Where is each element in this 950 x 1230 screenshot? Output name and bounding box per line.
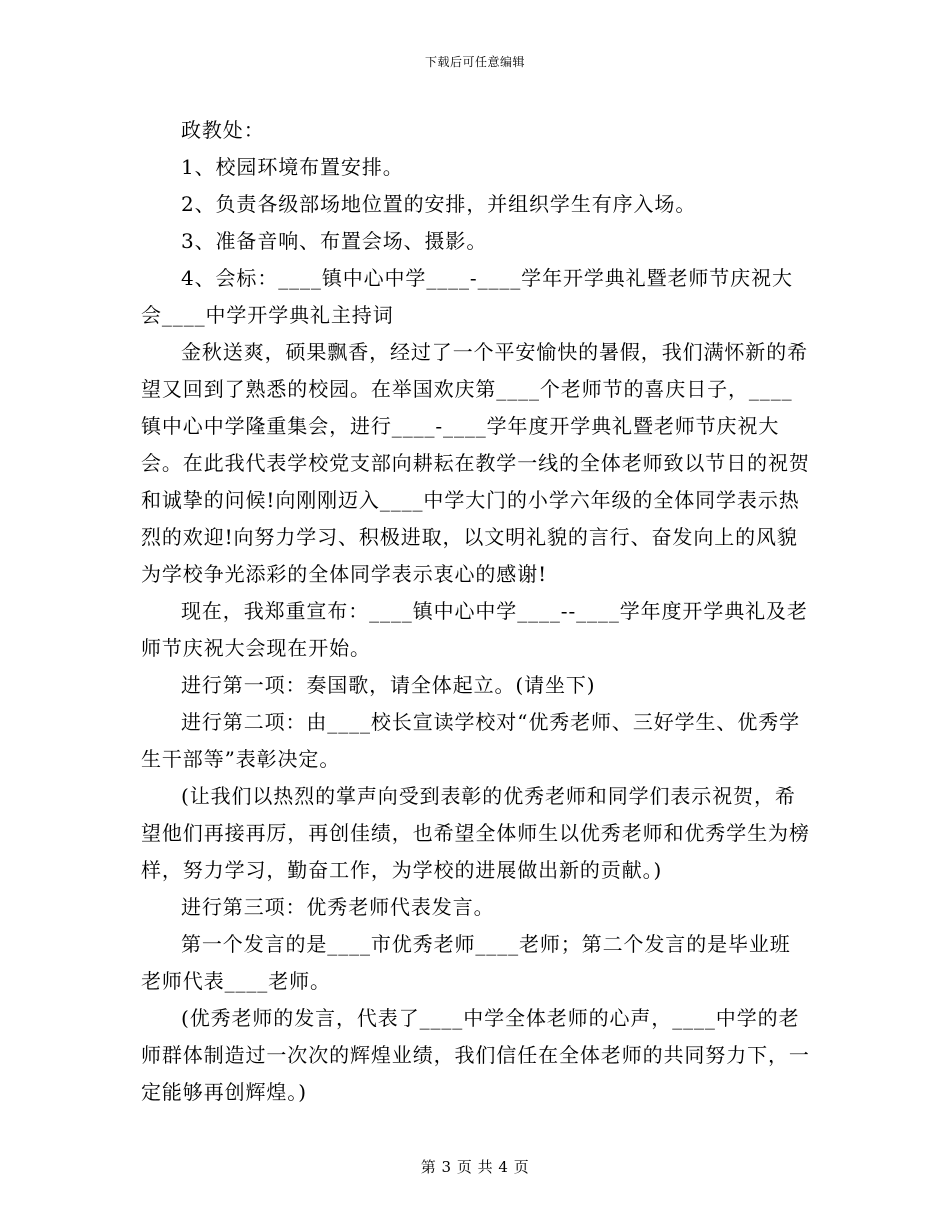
paragraph: 现在，我郑重宣布：____镇中心中学____--____学年度开学典礼及老师节庆祝大会现在开始。 (141, 599, 808, 660)
paragraph: 进行第三项：优秀老师代表发言。 (181, 895, 495, 919)
page-footer: 第 3 页 共 4 页 (420, 1158, 530, 1176)
page-header: 下载后可任意编辑 (424, 55, 525, 69)
paragraph: 第一个发言的是____市优秀老师____老师；第二个发言的是毕业班老师代表____老师。 (141, 932, 791, 993)
paragraph: 3、准备音响、布置会场、摄影。 (181, 229, 488, 253)
paragraph: (让我们以热烈的掌声向受到表彰的优秀老师和同学们表示祝贺，希望他们再接再厉，再创佳绩，也希望全体师生以优秀老师和优秀学生为榜样，努力学习，勤奋工作，为学校的进展做出新的贡献。) (141, 784, 810, 882)
paragraph: 2、负责各级部场地位置的安排，并组织学生有序入场。 (181, 192, 697, 216)
document-body (141, 112, 811, 1111)
paragraph: 进行第一项：奏国歌，请全体起立。(请坐下) (181, 673, 596, 697)
paragraph: (优秀老师的发言，代表了____中学全体老师的心声，____中学的老师群体制造过一次次的辉煌业绩，我们信任在全体老师的共同努力下，一定能够再创辉煌。) (141, 1006, 810, 1104)
paragraph: 金秋送爽，硕果飘香，经过了一个平安愉快的暑假，我们满怀新的希望又回到了熟悉的校园。在举国欢庆第____个老师节的喜庆日子，____镇中心中学隆重集会，进行____-____学年度开学典礼暨老师节庆祝大会。在此我代表学校党支部向耕耘在教学一线的全体老师致以节日的祝贺和诚挚的问候!向刚刚迈入____中学大门的小学六年级的全体同学表示热烈的欢迎!向努力学习、积极进取，以文明礼貌的言行、奋发向上的风貌为学校争光添彩的全体同学表示衷心的感谢! (141, 340, 810, 586)
paragraph: 进行第二项：由____校长宣读学校对“优秀老师、三好学生、优秀学生干部等”表彰决定。 (141, 710, 801, 771)
paragraph: 政教处： (181, 118, 265, 142)
paragraph: 4、会标：____镇中心中学____-____学年开学典礼暨老师节庆祝大会____中学开学典礼主持词 (141, 266, 793, 327)
paragraph: 1、校园环境布置安排。 (181, 155, 404, 179)
